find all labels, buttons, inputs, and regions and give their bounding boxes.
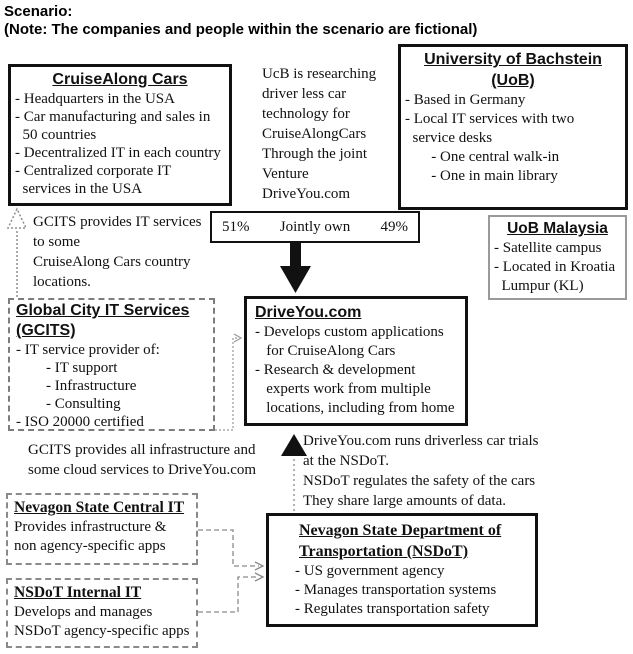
central-it-title: Nevagon State Central IT	[14, 499, 185, 516]
central-it-line: Provides infrastructure &	[14, 519, 167, 535]
joint-share-right: 49%	[380, 218, 408, 235]
nsdot-line: - Regulates transportation safety	[295, 601, 490, 617]
gcits-title-line1: Global City IT Services	[16, 302, 190, 319]
driveyou-line: for CruiseAlong Cars	[255, 343, 396, 359]
central-it-line: non agency-specific apps	[14, 538, 166, 554]
cruisealong-title: CruiseAlong Cars	[52, 71, 188, 88]
uob-malaysia-title: UoB Malaysia	[507, 220, 608, 237]
nsdot-title-line1: Nevagon State Department of	[299, 522, 502, 539]
box-uob-malaysia	[488, 215, 627, 300]
cruisealong-line: - Decentralized IT in each country	[15, 145, 221, 161]
gcits-line: - IT support	[16, 360, 118, 376]
box-cruisealong-cars	[8, 64, 232, 206]
arrow-centralit-to-nsdot	[198, 530, 263, 570]
box-nsdot	[266, 513, 538, 627]
arrow-gcits-to-driveyou	[215, 334, 241, 430]
box-gcits	[8, 298, 215, 431]
cruisealong-line: - Car manufacturing and sales in	[15, 109, 211, 125]
gcits-line: - ISO 20000 certified	[16, 414, 144, 430]
driveyou-line: - Research & development	[255, 362, 416, 378]
arrow-joint-to-driveyou	[280, 243, 311, 293]
gcits-title-line2: (GCITS)	[16, 322, 76, 339]
driveyou-line: - Develops custom applications	[255, 324, 444, 340]
gcits-line: - Infrastructure	[16, 378, 137, 394]
internal-it-line: Develops and manages	[14, 604, 153, 620]
nsdot-title-line2: Transportation (NSDoT)	[299, 543, 469, 560]
ucb-research-note: UcB is researching driver less car technology for CruiseAlongCars Through the joint Venture DriveYou.com	[262, 66, 377, 202]
arrow-gcits-to-cruisealong	[8, 209, 26, 297]
cruisealong-line: 50 countries	[15, 127, 97, 143]
uob-line: - Based in Germany	[405, 92, 526, 108]
nsdot-line: - US government agency	[295, 563, 445, 579]
arrow-internalit-to-nsdot	[198, 573, 263, 612]
cruisealong-line: services in the USA	[15, 181, 143, 197]
internal-it-line: NSDoT agency-specific apps	[14, 623, 190, 639]
uob-line: - Local IT services with two	[405, 111, 575, 127]
box-nsdot-internal-it	[6, 578, 198, 648]
uob-line: - One in main library	[405, 168, 558, 184]
joint-venture-bar	[210, 211, 420, 243]
uob-malaysia-line: - Satellite campus	[494, 240, 602, 256]
uob-line: service desks	[405, 130, 493, 146]
nsdot-line: - Manages transportation systems	[295, 582, 497, 598]
cruisealong-line: - Headquarters in the USA	[15, 91, 175, 107]
driveyou-line: experts work from multiple	[255, 381, 431, 397]
nsdot-trials-note: DriveYou.com runs driverless car trials at the NSDoT. NSDoT regulates the safety of the cars They share large amounts of data.	[303, 433, 539, 509]
joint-label: Jointly own	[279, 218, 351, 235]
box-university-of-bachstein	[398, 44, 628, 210]
uob-malaysia-line: - Located in Kroatia	[494, 259, 616, 275]
gcits-infrastructure-note: GCITS provides all infrastructure and some cloud services to DriveYou.com	[28, 442, 257, 478]
uob-title-line1: University of Bachstein	[424, 51, 602, 68]
uob-malaysia-line: Lumpur (KL)	[494, 278, 584, 294]
uob-line: - One central walk-in	[405, 149, 560, 165]
gcits-line: - Consulting	[16, 396, 121, 412]
page-title: Scenario:	[4, 3, 73, 20]
uob-title-line2: (UoB)	[491, 72, 535, 89]
gcits-line: - IT service provider of:	[16, 342, 160, 358]
cruisealong-line: - Centralized corporate IT	[15, 163, 172, 179]
internal-it-title: NSDoT Internal IT	[14, 584, 142, 601]
joint-share-left: 51%	[222, 218, 250, 235]
driveyou-title: DriveYou.com	[255, 304, 362, 321]
gcits-some-services-note: GCITS provides IT services to some CruiseAlong Cars country locations.	[33, 214, 202, 290]
driveyou-line: locations, including from home	[255, 400, 455, 416]
box-driveyou	[244, 296, 468, 426]
page-subtitle: (Note: The companies and people within the scenario are fictional)	[4, 21, 478, 38]
box-nevagon-central-it	[6, 493, 198, 565]
